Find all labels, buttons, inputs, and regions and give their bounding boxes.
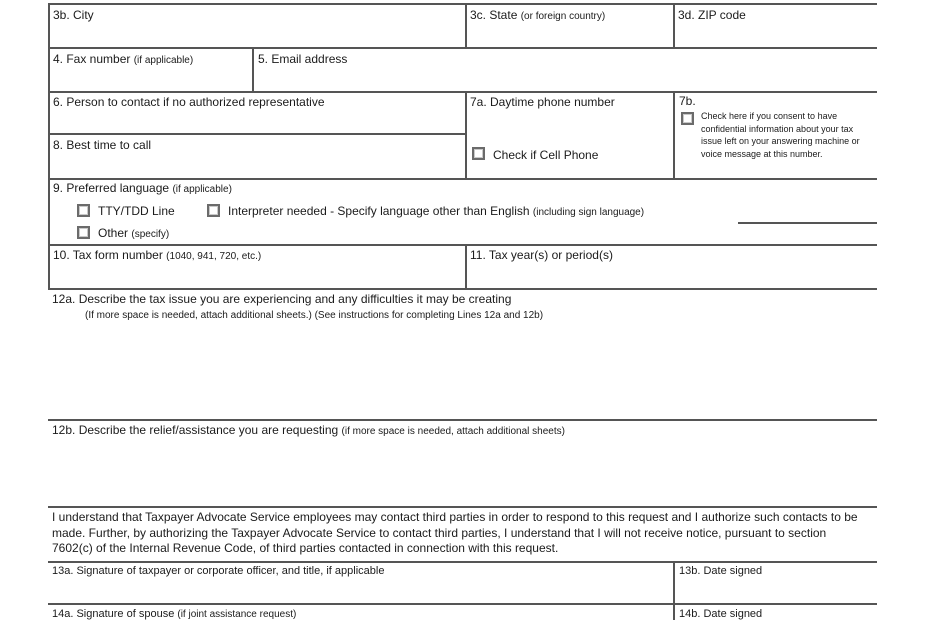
- zip-label: 3d. ZIP code: [678, 8, 746, 22]
- daytime-phone-label: 7a. Daytime phone number: [470, 95, 615, 109]
- email-input-area[interactable]: [255, 66, 875, 90]
- border-12b-bottom: [48, 506, 877, 508]
- fax-input-area[interactable]: [50, 66, 250, 90]
- fax-label: 4. Fax number (if applicable): [53, 52, 194, 66]
- issue-description-note: (If more space is needed, attach additional sheets.) (See instructions for completing Lines 12a and 12b): [85, 310, 544, 321]
- issue-description-label: 12a. Describe the tax issue you are experiencing and any difficulties it may be creating: [52, 292, 512, 306]
- contact-person-label: 6. Person to contact if no authorized representative: [53, 95, 325, 109]
- taxpayer-signature-label: 13a. Signature of taxpayer or corporate officer, and title, if applicable: [52, 565, 385, 577]
- zip-input-area[interactable]: [675, 22, 875, 46]
- best-time-label: 8. Best time to call: [53, 138, 152, 152]
- voicemail-consent-checkbox[interactable]: [681, 112, 694, 125]
- spouse-signature-label: 14a. Signature of spouse (if joint assistance request): [52, 608, 297, 620]
- preferred-language-label: 9. Preferred language (if applicable): [53, 181, 232, 195]
- interpreter-checkbox[interactable]: [207, 204, 220, 217]
- city-input-area[interactable]: [50, 22, 463, 46]
- border-row8-bottom: [48, 178, 877, 180]
- best-time-input-area[interactable]: [50, 153, 463, 176]
- border-row9-bottom: [48, 244, 877, 246]
- tax-year-input-area[interactable]: [467, 263, 875, 286]
- state-input-area[interactable]: [467, 22, 671, 46]
- border-row13-bottom: [48, 603, 877, 605]
- border-12a-bottom: [48, 419, 877, 421]
- daytime-phone-input-area[interactable]: [467, 110, 671, 140]
- state-label: 3c. State (or foreign country): [470, 8, 606, 22]
- relief-request-label: 12b. Describe the relief/assistance you are requesting (if more space is needed, attach additional sheets): [52, 423, 565, 437]
- city-label: 3b. City: [53, 8, 94, 22]
- cell-phone-checkbox[interactable]: [472, 147, 485, 160]
- other-language-checkbox[interactable]: [77, 226, 90, 239]
- tax-form-number-input-area[interactable]: [50, 263, 463, 286]
- language-specify-input-area[interactable]: [738, 206, 877, 221]
- cell-phone-label: Check if Cell Phone: [493, 148, 599, 162]
- issue-description-input-area[interactable]: [50, 326, 875, 417]
- tax-year-label: 11. Tax year(s) or period(s): [470, 248, 613, 262]
- email-label: 5. Email address: [258, 52, 348, 66]
- border-row1-bottom: [48, 47, 877, 49]
- border-ack-bottom: [48, 561, 877, 563]
- border-row11-bottom: [48, 288, 877, 290]
- language-specify-line: [738, 222, 877, 224]
- voicemail-consent-text: Check here if you consent to have confidential information about your tax issue left on your answering machine or voice message at this number.: [701, 111, 860, 159]
- taxpayer-signature-input-area[interactable]: [50, 580, 670, 602]
- divider-4-5: [252, 47, 254, 91]
- consent-number-label: 7b.: [679, 94, 696, 108]
- taxpayer-date-label: 13b. Date signed: [679, 565, 763, 577]
- divider-13a-13b: [673, 561, 675, 620]
- tty-label: TTY/TDD Line: [98, 204, 175, 218]
- interpreter-label: Interpreter needed - Specify language other than English (including sign language): [228, 204, 645, 218]
- border-top: [48, 3, 877, 5]
- tty-checkbox[interactable]: [77, 204, 90, 217]
- border-row2-bottom: [48, 91, 877, 93]
- relief-request-input-area[interactable]: [50, 441, 875, 504]
- divider-7a-7b: [673, 91, 675, 178]
- spouse-date-label: 14b. Date signed: [679, 608, 763, 620]
- contact-person-input-area[interactable]: [50, 110, 463, 131]
- border-6-8-divider: [48, 133, 465, 135]
- taxpayer-date-input-area[interactable]: [676, 580, 875, 602]
- other-language-label: Other (specify): [98, 226, 170, 240]
- third-party-acknowledgement: I understand that Taxpayer Advocate Service employees may contact third parties in order to respond to this request and I authorize such contacts to be made. Further, by authorizing the Taxpayer Advocate Service to contact third parties, I understand that I will not receive notice, pursuant to section 7602(c) of the Internal Revenue Code, of third parties contacted in connection with this request.: [52, 510, 858, 556]
- tax-form-number-label: 10. Tax form number (1040, 941, 720, etc.): [53, 248, 262, 262]
